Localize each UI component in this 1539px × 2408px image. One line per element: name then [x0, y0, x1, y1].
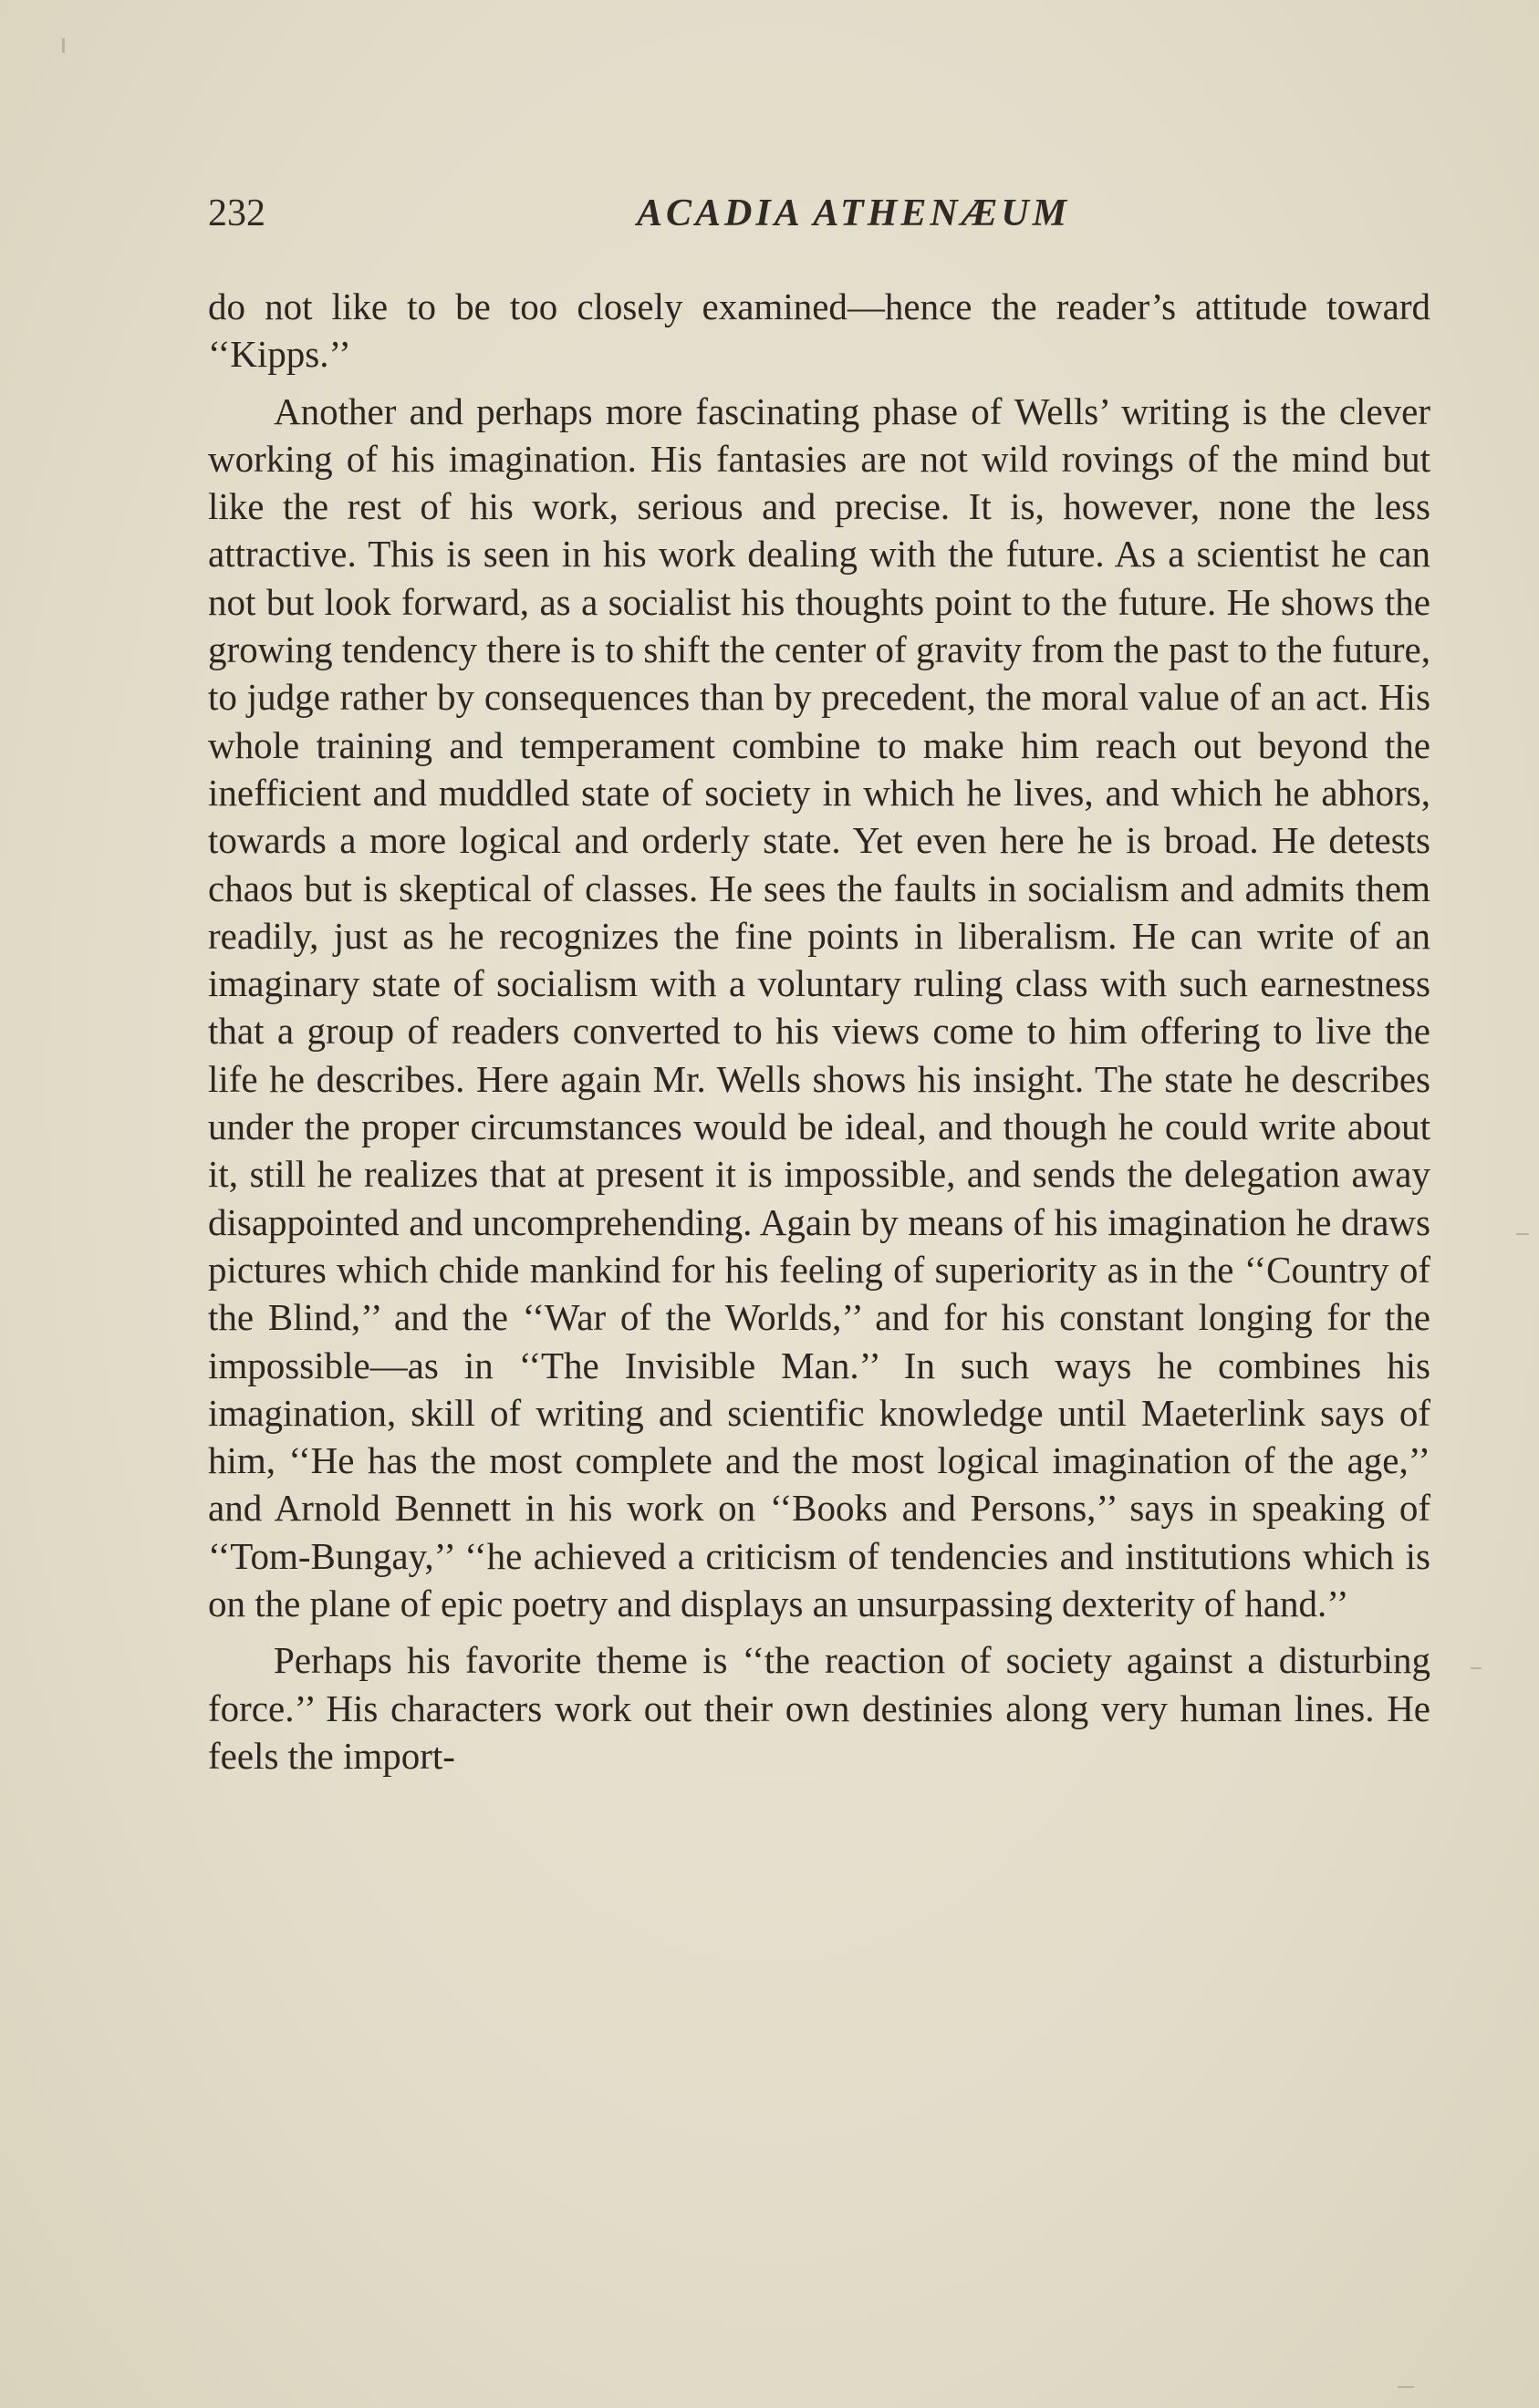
- page-header: [208, 192, 1430, 246]
- running-title: ACADIA ATHENÆUM: [637, 192, 1071, 234]
- scan-mark-right: [1516, 1233, 1529, 1235]
- scan-mark-top: [62, 38, 65, 53]
- paragraph-continuation: do not like to be too closely examined—hence the reader’s attitude toward ‘‘Kipps.’’: [208, 285, 1430, 376]
- paragraph-favorite-theme: Perhaps his favorite theme is ‘‘the reaction of society against a disturbing force.’’ His characters work out their own destinies along very human lines. He feels the import-: [208, 1639, 1430, 1777]
- page-number: 232: [208, 192, 265, 234]
- scan-mark-right-2: [1471, 1667, 1482, 1669]
- scan-mark-bottom: [1398, 2386, 1414, 2388]
- article-body: [208, 283, 1430, 1780]
- paragraph-imagination: Another and perhaps more fascinating phase of Wells’ writing is the clever working of his imagination. His fantasies are not wild rovings of the mind but like the rest of his work, serious and precise. It is, however, none the less attractive. This is seen in his work dealing with the future. As a scientist he can not but look forward, as a socialist his thoughts point to the future. He shows the growing tendency there is to shift the center of gravity from the past to the future, to judge rather by consequences than by precedent, the moral value of an act. His whole training and temperament combine to make him reach out beyond the inefficient and muddled state of society in which he lives, and which he abhors, towards a more logical and orderly state. Yet even here he is broad. He detests chaos but is skeptical of classes. He sees the faults in socialism and admits them readily, just as he recognizes the fine points in liberalism. He can write of an imaginary state of socialism with a voluntary ruling class with such earnestness that a group of readers converted to his views come to him offering to live the life he describes. Here again Mr. Wells shows his insight. The state he describes under the proper circumstances would be ideal, and though he could write about it, still he realizes that at present it is impossible, and sends the delegation away disappointed and uncomprehending. Again by means of his imagination he draws pictures which chide mankind for his feeling of superiority as in the ‘‘Country of the Blind,’’ and the ‘‘War of the Worlds,’’ and for his constant longing for the impossible—as in ‘‘The Invisible Man.’’ In such ways he combines his imagination, skill of writing and scientific knowledge until Maeterlink says of him, ‘‘He has the most complete and the most logical imagination of the age,’’ and Arnold Bennett in his work on ‘‘Books and Persons,’’ says in speaking of ‘‘Tom-Bungay,’’ ‘‘he achieved a criticism of tendencies and institutions which is on the plane of epic poetry and displays an unsurpassing dexterity of hand.’’: [208, 389, 1430, 1625]
